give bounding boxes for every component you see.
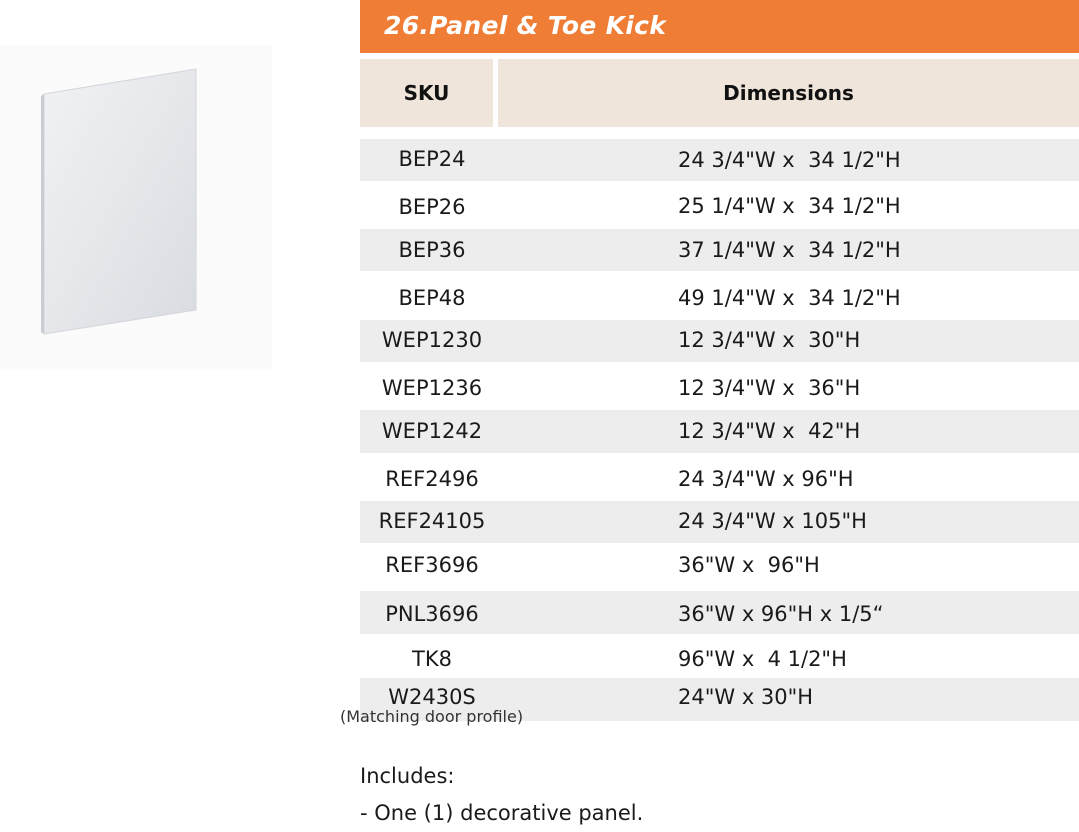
includes-label: Includes: [360, 764, 455, 788]
sku-cell: WEP1242 [381, 419, 483, 443]
sku-cell: BEP48 [398, 286, 466, 310]
sku-cell: W2430S [388, 685, 476, 709]
dimensions-cell: 12 3/4"W x 42"H [678, 419, 861, 443]
header-dimensions: Dimensions [723, 81, 854, 105]
dimensions-cell: 96"W x 4 1/2"H [678, 647, 847, 671]
end-panel-illustration [0, 45, 272, 370]
table-row [360, 501, 1079, 543]
sku-cell: WEP1230 [381, 328, 483, 352]
sku-cell: BEP26 [398, 195, 466, 219]
sku-cell: BEP36 [398, 238, 466, 262]
dimensions-cell: 37 1/4"W x 34 1/2"H [678, 238, 901, 262]
product-image [0, 45, 272, 370]
sku-cell: TK8 [412, 647, 452, 671]
dimensions-cell: 24"W x 30"H [678, 685, 814, 709]
sku-cell: WEP1236 [381, 376, 483, 400]
sku-cell: BEP24 [398, 147, 466, 171]
section-title-bar [360, 0, 1079, 53]
dimensions-cell: 24 3/4"W x 105"H [678, 509, 867, 533]
header-sku: SKU [403, 81, 450, 105]
sku-cell: PNL3696 [385, 602, 479, 626]
table-row [360, 274, 1079, 317]
dimensions-cell: 25 1/4"W x 34 1/2"H [678, 194, 901, 218]
table-row [360, 591, 1079, 634]
section-title: 26.Panel & Toe Kick [384, 11, 667, 40]
header-sku-cell [360, 59, 493, 127]
table-row [360, 365, 1079, 407]
table-row [360, 229, 1079, 271]
dimensions-cell: 24 3/4"W x 34 1/2"H [678, 148, 901, 172]
header-dimensions-cell [498, 59, 1079, 127]
sku-cell: REF24105 [378, 509, 486, 533]
dimensions-cell: 12 3/4"W x 30"H [678, 328, 861, 352]
sku-cell: REF3696 [385, 553, 479, 577]
table-row [360, 546, 1079, 588]
table-row [360, 320, 1079, 362]
dimensions-cell: 24 3/4"W x 96"H [678, 467, 854, 491]
dimensions-cell: 36"W x 96"H x 1/5“ [678, 602, 884, 626]
table-row [360, 139, 1079, 181]
table-row [360, 456, 1079, 498]
dimensions-cell: 36"W x 96"H [678, 553, 820, 577]
sku-cell: REF2496 [385, 467, 479, 491]
dimensions-cell: 12 3/4"W x 36"H [678, 376, 861, 400]
table-row [360, 637, 1079, 675]
includes-item: - One (1) decorative panel. [360, 801, 644, 825]
table-row [360, 410, 1079, 453]
matching-door-note: (Matching door profile) [340, 707, 524, 726]
table-row [360, 184, 1079, 226]
dimensions-cell: 49 1/4"W x 34 1/2"H [678, 286, 901, 310]
